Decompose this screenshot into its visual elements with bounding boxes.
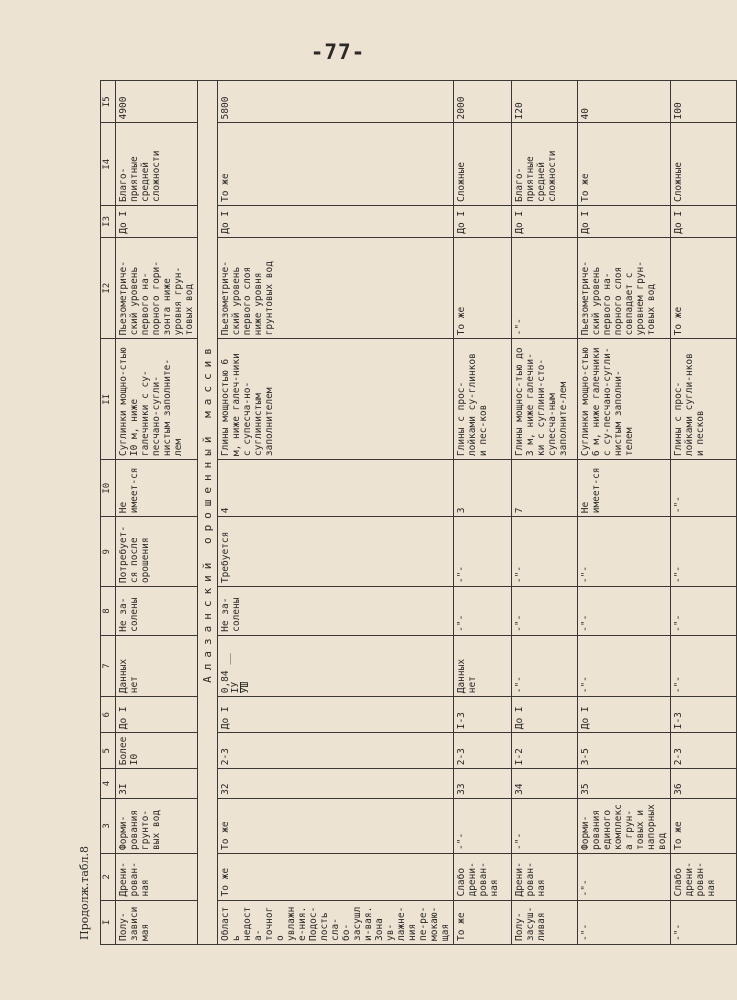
cell-with-fraction <box>218 635 454 696</box>
cell: Глины с прос-лойками су-глинков и пес-ков <box>454 339 512 460</box>
cell: -"- <box>512 237 578 339</box>
table-row <box>578 81 671 945</box>
cell: -"- <box>512 635 578 696</box>
cell: -"- <box>578 635 671 696</box>
cell: 2-3 <box>218 733 454 769</box>
col-num: 7 <box>101 635 116 696</box>
cell: -"- <box>578 900 671 944</box>
cell: Слабо дрени-рован-ная <box>671 853 737 900</box>
cell: 3 <box>454 460 512 517</box>
col-num: 8 <box>101 587 116 636</box>
cell: То же <box>671 237 737 339</box>
cell: До I <box>512 206 578 238</box>
cell: Благо-приятные средней сложности <box>512 123 578 206</box>
cell: До I <box>578 206 671 238</box>
cell: -"- <box>454 517 512 587</box>
cell: -"- <box>512 587 578 636</box>
cell: До I <box>671 206 737 238</box>
cell: -"- <box>671 900 737 944</box>
table-row <box>218 81 454 945</box>
cell: -"- <box>578 587 671 636</box>
cell: Суглинки мощно-стью 6 м, ниже галечники с су-песчано-сугли-нистым заполни-телем <box>578 339 671 460</box>
col-num: II <box>101 339 116 460</box>
cell: Дрени-рован-ная <box>116 853 198 900</box>
cell: Полу-засуш-ливая <box>512 900 578 944</box>
cell: Сложные <box>671 123 737 206</box>
continuation-label: Продолж.табл.8 <box>78 845 91 940</box>
table-row <box>512 81 578 945</box>
cell: Пьезометриче-ский уровень первого слоя ниже уровня грунтовых вод <box>218 237 454 339</box>
cell: До I <box>578 697 671 733</box>
cell: -"- <box>578 853 671 900</box>
cell: 3I <box>116 769 198 799</box>
cell: Слабо дрени-рован-ная <box>454 853 512 900</box>
table-rotated-container <box>78 80 717 945</box>
col-num: I3 <box>101 206 116 238</box>
cell: То же <box>578 123 671 206</box>
col-num: I5 <box>101 81 116 123</box>
cell: 4900 <box>116 81 198 123</box>
cell: Более I0 <box>116 733 198 769</box>
cell: Не имеет-ся <box>578 460 671 517</box>
cell: Глины с прос-лойками сугли-нков и песков <box>671 339 737 460</box>
cell: До I <box>218 206 454 238</box>
fraction-denominator: УШ <box>240 681 251 694</box>
cell: -"- <box>578 517 671 587</box>
cell-value: 0,84 __ <box>220 653 231 694</box>
cell: Данных нет <box>454 635 512 696</box>
cell: Данных нет <box>116 635 198 696</box>
cell: Дрени-рован-ная <box>512 853 578 900</box>
cell: 3-5 <box>578 733 671 769</box>
page-number: -77- <box>310 40 366 64</box>
cell: 34 <box>512 769 578 799</box>
cell: То же <box>218 853 454 900</box>
col-num: I0 <box>101 460 116 517</box>
col-num: 5 <box>101 733 116 769</box>
col-num: 4 <box>101 769 116 799</box>
table-row <box>116 81 198 945</box>
cell: 32 <box>218 769 454 799</box>
cell: Сложные <box>454 123 512 206</box>
cell: Глины мощнос-тью до 3 м, ниже галечни-ки с суглини-сто-супесча-ным заполните-лем <box>512 339 578 460</box>
col-num: 2 <box>101 853 116 900</box>
cell: -"- <box>671 587 737 636</box>
cell: 2-3 <box>454 733 512 769</box>
cell: То же <box>671 798 737 853</box>
col-num: I4 <box>101 123 116 206</box>
section-row <box>198 81 218 945</box>
cell: I00 <box>671 81 737 123</box>
table-row <box>454 81 512 945</box>
data-table <box>100 80 737 945</box>
cell: Благо-приятные средней сложности <box>116 123 198 206</box>
cell: До I <box>116 697 198 733</box>
cell: Суглинки мощно-стью I0 м, ниже галечники с су-песчано-сугли-нистым заполните-лем <box>116 339 198 460</box>
cell: То же <box>454 237 512 339</box>
cell: Полу-зависимая <box>116 900 198 944</box>
cell: До I <box>116 206 198 238</box>
cell: Не имеет-ся <box>116 460 198 517</box>
cell: 7 <box>512 460 578 517</box>
cell: -"- <box>454 798 512 853</box>
cell: Форми-рования единого комплекса грун-товых и напорных вод <box>578 798 671 853</box>
cell: Не за-солены <box>218 587 454 636</box>
cell: -"- <box>512 517 578 587</box>
cell: До I <box>512 697 578 733</box>
cell: 36 <box>671 769 737 799</box>
cell: -"- <box>454 587 512 636</box>
cell: 2-3 <box>671 733 737 769</box>
cell: I-2 <box>512 733 578 769</box>
cell: 5800 <box>218 81 454 123</box>
col-num: 3 <box>101 798 116 853</box>
cell: Область недоста-точного увлажне-ния. Подос-лость сла-бо-засушли-вая. Зона ув-лажне-ния пе-ре-мокаю-щая <box>218 900 454 944</box>
cell: Пьезометриче-ский уровень первого на-порного слоя совпадает с уровнем грун-товых вод <box>578 237 671 339</box>
cell: -"- <box>512 798 578 853</box>
fraction-numerator: IУ <box>230 681 241 694</box>
cell: До I <box>218 697 454 733</box>
cell: То же <box>218 798 454 853</box>
cell: 35 <box>578 769 671 799</box>
cell: -"- <box>671 517 737 587</box>
cell: То же <box>218 123 454 206</box>
fraction <box>231 682 250 693</box>
cell: Форми-рования грунто-вых вод <box>116 798 198 853</box>
cell: I-3 <box>671 697 737 733</box>
cell: Не за-солены <box>116 587 198 636</box>
section-title: Алазанский орошенный массив <box>198 81 218 945</box>
col-num: I <box>101 900 116 944</box>
cell: Пьезометриче-ский уровень первого на-порного гори-зонта ниже уровня грун-товых вод <box>116 237 198 339</box>
table-row <box>671 81 737 945</box>
rotated-table-area <box>78 80 717 945</box>
cell: Требуется <box>218 517 454 587</box>
column-number-row <box>101 81 116 945</box>
cell: 2000 <box>454 81 512 123</box>
cell: I20 <box>512 81 578 123</box>
cell: -"- <box>671 460 737 517</box>
cell: 40 <box>578 81 671 123</box>
col-num: 6 <box>101 697 116 733</box>
cell: 4 <box>218 460 454 517</box>
cell: I-3 <box>454 697 512 733</box>
cell: Потребует-ся после орошения <box>116 517 198 587</box>
cell: -"- <box>671 635 737 696</box>
col-num: 9 <box>101 517 116 587</box>
cell: 33 <box>454 769 512 799</box>
col-num: I2 <box>101 237 116 339</box>
cell: До I <box>454 206 512 238</box>
cell: То же <box>454 900 512 944</box>
cell: Глины мощностью 6 м, ниже галеч-ники с супесча-но-суглинистым заполнителем <box>218 339 454 460</box>
